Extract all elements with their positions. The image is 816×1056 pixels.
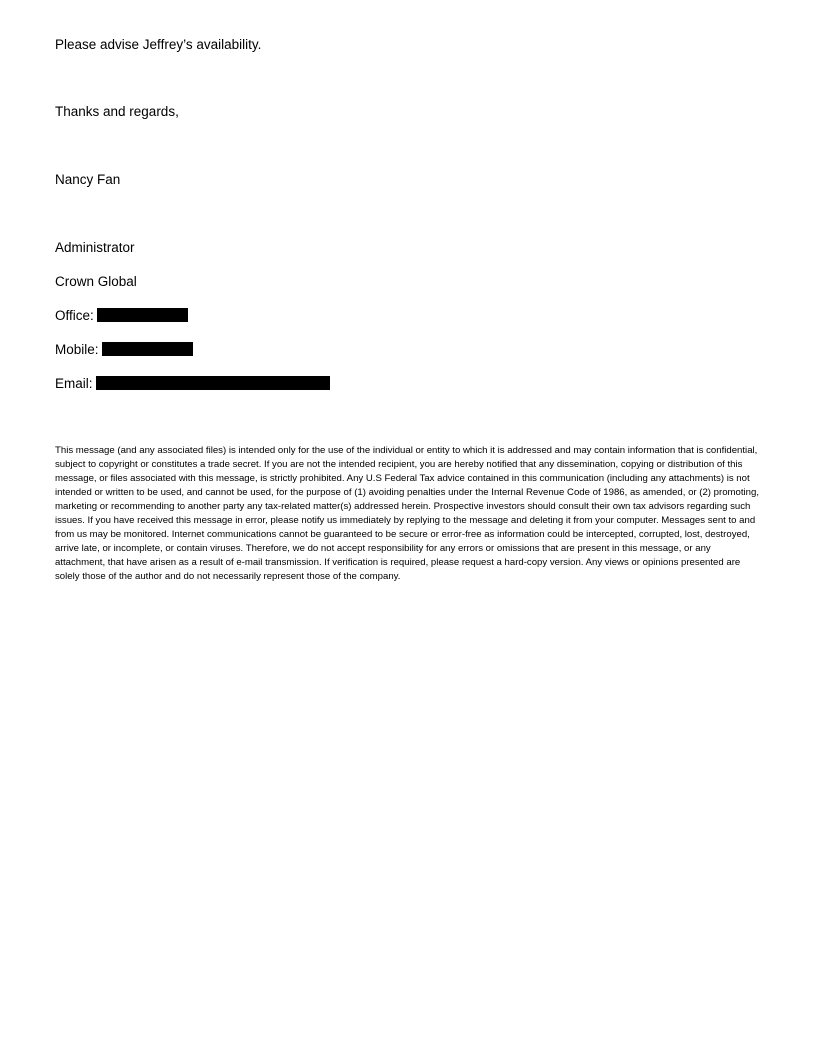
signer-name: Nancy Fan [55,172,121,187]
office-row [55,307,188,325]
email-redaction [96,376,330,390]
mobile-redaction [102,342,193,356]
email-label: Email: [55,376,93,391]
legal-disclaimer: This message (and any associated files) is intended only for the use of the individual or entity to which it is addressed and may contain information that is confidential, subject to copyright or constitutes a trade secret. If you are not the intended recipient, you are hereby notified that any dissemination, copying or distribution of this message, or files associated with this message, is strictly prohibited. Any U.S Federal Tax advice contained in this communication (including any attachments) is not intended or written to be used, and cannot be used, for the purpose of (1) avoiding penalties under the Internal Revenue Code of 1986, as amended, or (2) promoting, marketing or recommending to another party any tax-related matter(s) addressed herein. Prospective investors should consult their own tax advisors regarding such issues. If you have received this message in error, please notify us immediately by replying to the message and deleting it from your computer. Messages sent to and from us may be monitored. Internet communications cannot be guaranteed to be secure or error-free as information could be intercepted, corrupted, lost, destroyed, arrive late, or incomplete, or contain viruses. Therefore, we do not accept responsibility for any errors or omissions that are present in this message, or any attachment, that have arisen as a result of e-mail transmission. If verification is required, please request a hard-copy version. Any views or opinions presented are solely those of the author and do not necessarily represent those of the company. [55,445,759,582]
office-label: Office: [55,308,94,323]
email-row [55,375,330,393]
mobile-label: Mobile: [55,342,99,357]
office-redaction [97,308,188,322]
signature-title: Administrator [55,240,135,255]
request-line: Please advise Jeffrey’s availability. [55,37,262,52]
signature-company: Crown Global [55,274,137,289]
mobile-row [55,341,193,359]
closing-line: Thanks and regards, [55,104,179,119]
